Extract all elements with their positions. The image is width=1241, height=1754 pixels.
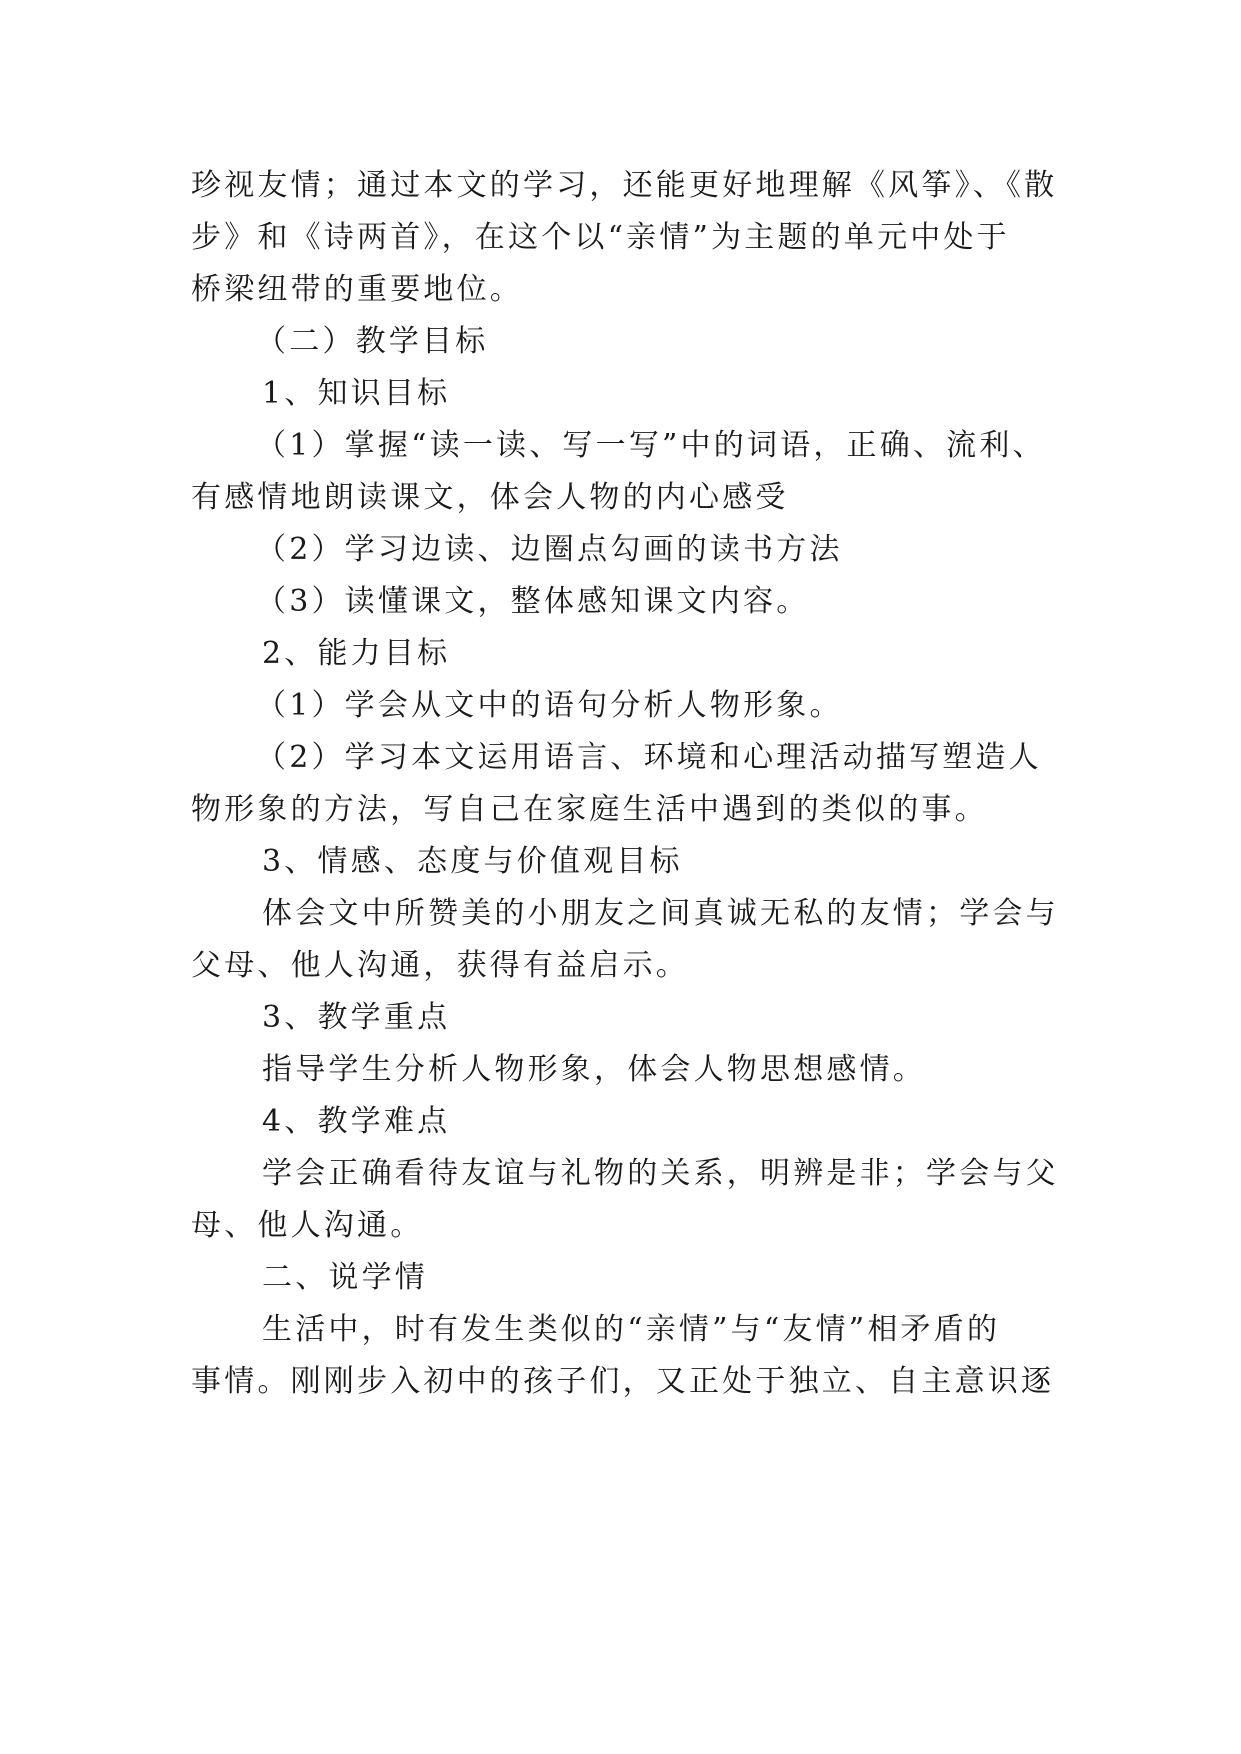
text-line-9: （3）读懂课文，整体感知课文内容。 — [256, 584, 810, 619]
text-line-2: 步》和《诗两首》，在这个以“亲情”为主题的单元中处于 — [191, 220, 1010, 255]
text-line-23: 生活中，时有发生类似的“亲情”与“友情”相矛盾的 — [262, 1312, 1001, 1347]
text-line-20: 学会正确看待友谊与礼物的关系，明辨是非；学会与父 — [262, 1156, 1059, 1191]
text-line-24: 事情。刚刚步入初中的孩子们，又正处于独立、自主意识逐 — [191, 1364, 1055, 1399]
subheading-teaching-difficulty: 4、教学难点 — [262, 1104, 451, 1139]
text-line-13: 物形象的方法，写自己在家庭生活中遇到的类似的事。 — [191, 792, 988, 827]
text-line-3: 桥梁纽带的重要地位。 — [191, 272, 523, 307]
section-heading-student-situation: 二、说学情 — [262, 1260, 428, 1295]
subheading-emotion-goals: 3、情感、态度与价值观目标 — [262, 844, 683, 879]
text-line-8: （2）学习边读、边圈点勾画的读书方法 — [256, 532, 843, 567]
text-line-16: 父母、他人沟通，获得有益启示。 — [191, 948, 689, 983]
subheading-teaching-focus: 3、教学重点 — [262, 1000, 451, 1035]
subheading-ability-goals: 2、能力目标 — [262, 636, 451, 671]
text-line-6: （1）掌握“读一读、写一写”中的词语，正确、流利、 — [256, 428, 1046, 463]
section-heading-teaching-goals: （二）教学目标 — [256, 324, 489, 359]
text-line-1: 珍视友情；通过本文的学习，还能更好地理解《风筝》、《散 — [191, 168, 1058, 203]
text-line-21: 母、他人沟通。 — [191, 1208, 424, 1243]
text-line-7: 有感情地朗读课文，体会人物的内心感受 — [191, 480, 789, 515]
text-line-15: 体会文中所赞美的小朋友之间真诚无私的友情；学会与 — [262, 896, 1059, 931]
text-line-11: （1）学会从文中的语句分析人物形象。 — [256, 688, 843, 723]
text-line-18: 指导学生分析人物形象，体会人物思想感情。 — [262, 1052, 926, 1087]
subheading-knowledge-goals: 1、知识目标 — [262, 376, 451, 411]
text-line-12: （2）学习本文运用语言、环境和心理活动描写塑造人 — [256, 740, 1042, 775]
